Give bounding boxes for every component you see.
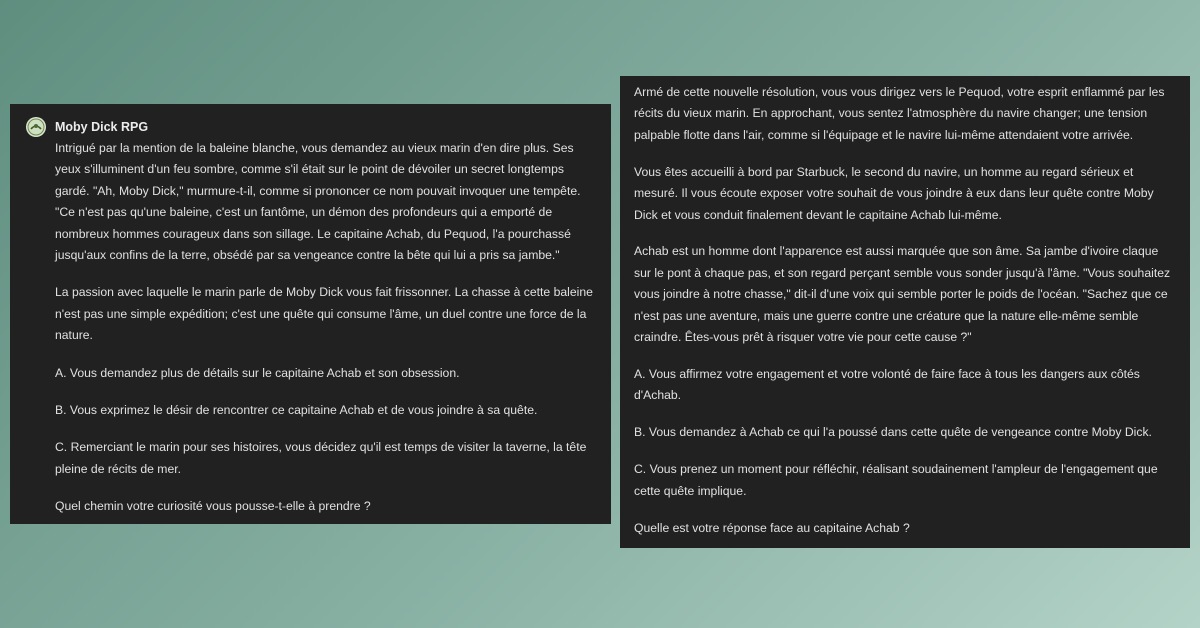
story-paragraph: La passion avec laquelle le marin parle de Moby Dick vous fait frissonner. La chasse à cette baleine n'est pas une simple expédition; c'est une quête qui consume l'âme, un duel contre une force de la nature. <box>55 285 593 343</box>
gpt-name: Moby Dick RPG <box>55 120 149 134</box>
choice-a: A. Vous affirmez votre engagement et votre volonté de faire face à tous les dangers aux côtés d'Achab. <box>634 366 1140 403</box>
choice-c: C. Remerciant le marin pour ses histoires, vous décidez qu'il est temps de visiter la taverne, la tête pleine de récits de mer. <box>55 440 587 476</box>
story-paragraph: Armé de cette nouvelle résolution, vous vous dirigez vers le Pequod, votre esprit enflammé par les récits du vieux marin. En approchant, vous sentez l'atmosphère du navire changer; une tension palpable flotte dans l'air, comme si l'équipage et le navire lui-même attendaient votre arrivée. <box>634 85 1165 142</box>
choice-b: B. Vous exprimez le désir de rencontrer ce capitaine Achab et de vous joindre à sa quête. <box>55 403 538 418</box>
choice-c: C. Vous prenez un moment pour réfléchir, réalisant soudainement l'ampleur de l'engagement que cette quête implique. <box>634 462 1158 498</box>
message-body <box>26 138 597 518</box>
story-paragraph: Vous êtes accueilli à bord par Starbuck, le second du navire, un homme au regard sérieux et mesuré. Il vous écoute exposer votre souhait de vous joindre à eux dans leur quête contre Moby Dick et vous conduit finalement devant le capitaine Achab lui-même. <box>634 164 1154 222</box>
message-header <box>26 116 597 138</box>
chat-panel-right <box>620 76 1190 548</box>
seal-logo-icon <box>26 117 46 137</box>
question-prompt: Quel chemin votre curiosité vous pousse-t-elle à prendre ? <box>55 499 371 514</box>
question-prompt: Quelle est votre réponse face au capitaine Achab ? <box>634 520 910 535</box>
choice-b: B. Vous demandez à Achab ce qui l'a poussé dans cette quête de vengeance contre Moby Dick. <box>634 425 1152 440</box>
choice-a: A. Vous demandez plus de détails sur le capitaine Achab et son obsession. <box>55 365 460 380</box>
story-paragraph: Intrigué par la mention de la baleine blanche, vous demandez au vieux marin d'en dire plus. Ses yeux s'illuminent d'un feu sombre, comme s'il était sur le point de dévoiler un secret longtemps gardé. "Ah, Moby Dick," murmure-t-il, comme si prononcer ce nom pouvait invoquer une tempête. "Ce n'est pas qu'une baleine, c'est un fantôme, un démon des profondeurs qui a emporté de nombreux hommes courageux dans son sillage. Le capitaine Achab, du Pequod, l'a pourchassé jusqu'aux confins de la terre, obsédé par sa vengeance contre la bête qui lui a pris sa jambe." <box>55 141 581 263</box>
chat-panel-left <box>10 104 611 524</box>
story-paragraph: Achab est un homme dont l'apparence est aussi marquée que son âme. Sa jambe d'ivoire claque sur le pont à chaque pas, et son regard perçant semble vous sonder jusqu'à l'âme. "Vous souhaitez vous joindre à notre chasse," dit-il d'une voix qui semble porter le poids de l'océan. "Sachez que ce n'est pas une aventure, mais une guerre contre une créature que la nature elle-même semble craindre. Êtes-vous prêt à risquer votre vie pour cette cause ?" <box>634 244 1171 345</box>
